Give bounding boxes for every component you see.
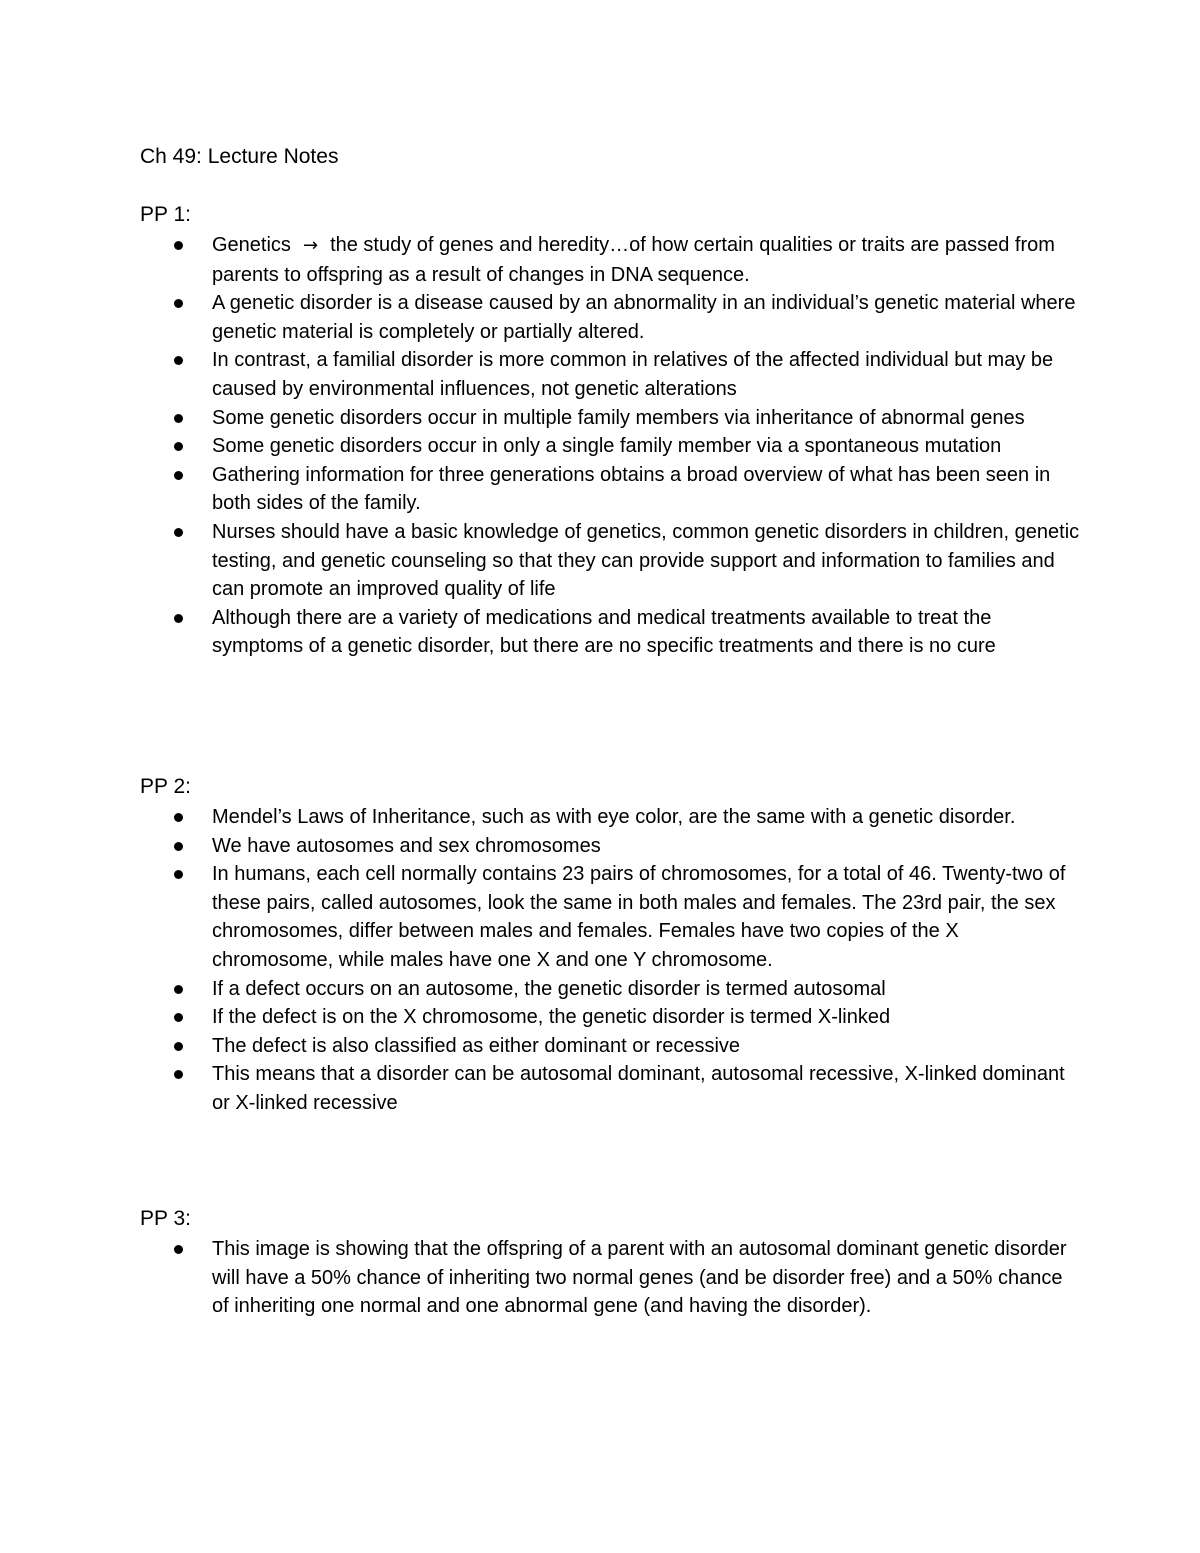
list-item-text: Some genetic disorders occur in multiple family members via inheritance of abnormal genes [212,406,1025,429]
list-item-text: Gathering information for three generations obtains a broad overview of what has been seen in both sides of the family. [212,463,1051,515]
right-arrow-icon: → [302,235,319,256]
list-item-text: In humans, each cell normally contains 23 pairs of chromosomes, for a total of 46. Twenty-two of these pairs, called autosomes, look the same in both males and females. The 23rd pair, the sex chromosomes, differ between males and females. Females have two copies of the X chromosome, while males have one X and one Y chromosome. [212,863,1066,971]
section-heading-pp2: PP 2: [140,775,191,798]
bullet-icon [174,528,183,537]
section-pp1 [140,201,1080,661]
bullet-icon [174,1042,183,1051]
bullet-icon [174,356,183,365]
bullet-icon [174,471,183,480]
bullet-icon [174,1013,183,1022]
list-item [140,518,1080,604]
bullet-icon [174,299,183,308]
list-item-text: This image is showing that the offspring of a parent with an autosomal dominant genetic disorder will have a 50% chance of inheriting two normal genes (and be disorder free) and a 50% chance of inheriting one normal and one abnormal gene (and having the disorder). [212,1238,1067,1318]
list-item-text: Genetics [212,234,291,256]
section-pp2 [140,773,1080,1118]
list-item-text: The defect is also classified as either dominant or recessive [212,1034,741,1057]
bullet-icon [174,842,183,851]
list-item-text: Some genetic disorders occur in only a single family member via a spontaneous mutation [212,435,1002,458]
list-item [140,860,1080,974]
list-item [140,231,1080,289]
list-item-text: A genetic disorder is a disease caused by an abnormality in an individual’s genetic material where genetic material is completely or partially altered. [212,292,1076,343]
list-item-text: the study of genes and heredity…of how certain qualities or traits are passed from parents to offspring as a result of changes in DNA sequence. [212,234,1055,286]
bullet-icon [174,813,183,822]
list-item [140,1060,1080,1117]
list-item [140,432,1080,461]
list-item [140,404,1080,433]
list-item [140,289,1080,346]
list-item [140,975,1080,1004]
list-item [140,803,1080,832]
list-item [140,1032,1080,1061]
list-item [140,604,1080,661]
bullet-icon [174,1245,183,1254]
list-item-text: In contrast, a familial disorder is more common in relatives of the affected individual but may be caused by environmental influences, not genetic alterations [212,349,1054,400]
list-item [140,832,1080,861]
bullet-icon [174,614,183,623]
section-heading-pp3: PP 3: [140,1207,191,1230]
document-title: Ch 49: Lecture Notes [140,145,339,168]
list-item-text: Nurses should have a basic knowledge of genetics, common genetic disorders in children, genetic testing, and genetic counseling so that they can provide support and information to families and can promote an improved quality of life [212,520,1080,601]
list-item-text: We have autosomes and sex chromosomes [212,834,601,857]
list-item-text: Mendel’s Laws of Inheritance, such as with eye color, are the same with a genetic disorder. [212,806,1016,828]
section-heading-pp1: PP 1: [140,203,191,226]
bullet-icon [174,1070,183,1079]
list-item-text: If the defect is on the X chromosome, the genetic disorder is termed X-linked [212,1006,891,1029]
list-item-text: Although there are a variety of medications and medical treatments available to treat the symptoms of a genetic disorder, but there are no specific treatments and there is no cure [212,606,996,658]
bullet-icon [174,870,183,879]
list-item [140,1235,1080,1321]
list-item [140,461,1080,518]
list-item [140,1003,1080,1032]
bullet-icon [174,414,183,423]
bullet-list-pp1 [140,231,1080,661]
list-item-text: If a defect occurs on an autosome, the genetic disorder is termed autosomal [212,977,886,1000]
bullet-icon [174,241,183,250]
section-pp3 [140,1205,1080,1321]
bullet-icon [174,985,183,994]
list-item [140,346,1080,403]
list-item-text: This means that a disorder can be autosomal dominant, autosomal recessive, X-linked dominant or X-linked recessive [212,1063,1065,1114]
bullet-list-pp2 [140,803,1080,1118]
bullet-icon [174,442,183,451]
bullet-list-pp3 [140,1235,1080,1321]
